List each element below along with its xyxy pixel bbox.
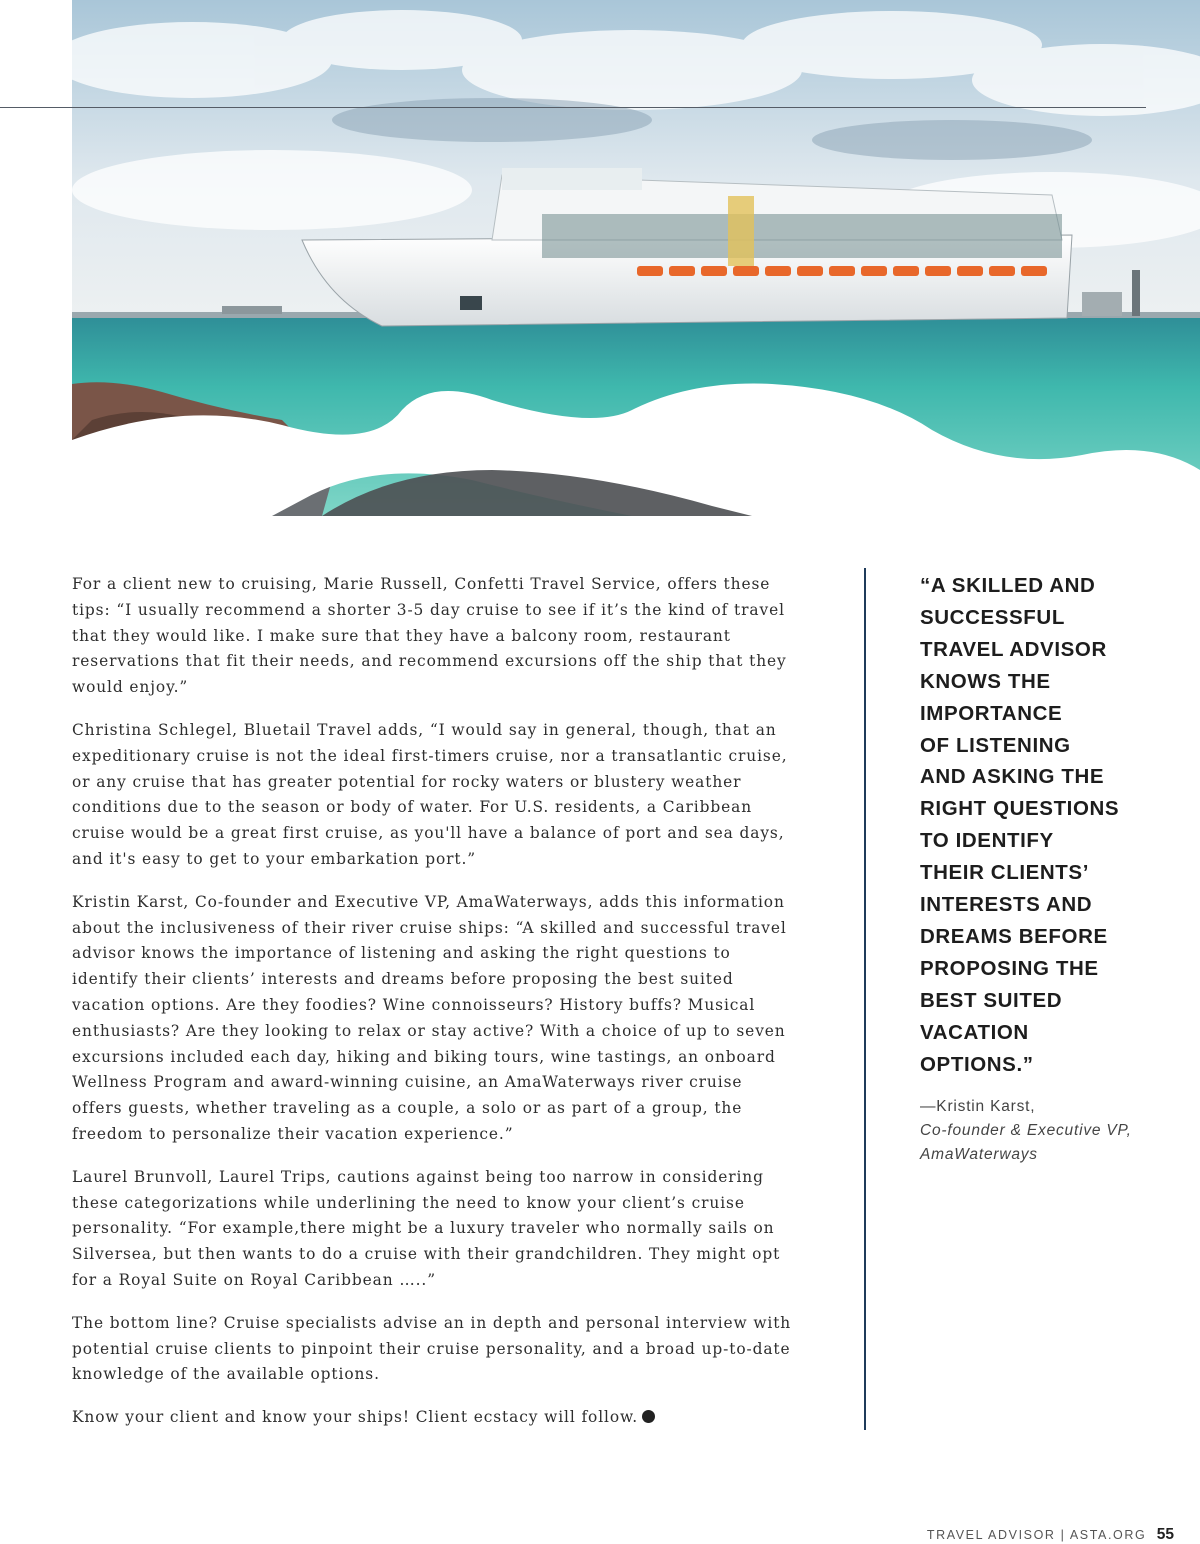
pull-quote-line: TO IDENTIFY — [920, 829, 1054, 853]
paragraph-6-wrap — [72, 1405, 792, 1431]
paragraph-1: For a client new to cruising, Marie Russell, Confetti Travel Service, offers these tips: “I usually recommend a shorter 3-5 day cruise to see if it’s the kind of travel that they would like. I make sure that they have a balcony room, restaurant reservations that fit their needs, and recommend excursions off the ship that they would enjoy.” — [72, 575, 787, 697]
pull-quote-line: KNOWS THE — [920, 669, 1051, 693]
pull-quote-line: “A SKILLED AND — [920, 574, 1096, 597]
pull-quote-line: AND ASKING THE — [920, 765, 1105, 789]
page-number: 55 — [1156, 1526, 1174, 1543]
end-mark-icon — [642, 1410, 655, 1423]
page-footer — [927, 1526, 1174, 1544]
pull-quote-attribution — [920, 1095, 1160, 1167]
hero-photo — [72, 0, 1200, 516]
pull-quote-line: THEIR CLIENTS’ — [920, 861, 1089, 885]
paragraph-5: The bottom line? Cruise specialists advise an in depth and personal interview with potential cruise clients to pinpoint their cruise personality, and a broad up-to-date knowledge of the available options. — [72, 1313, 792, 1384]
top-rule — [0, 107, 1146, 108]
pull-quote-line: RIGHT QUESTIONS — [920, 797, 1120, 821]
pull-quote-line: PROPOSING THE — [920, 956, 1099, 980]
paragraph-4: Laurel Brunvoll, Laurel Trips, cautions against being too narrow in considering these categorizations while underlining the need to know your client’s cruise personality. “For example,there might be a luxury traveler who normally sails on Silversea, but then wants to do a cruise with their grandchildren. They might opt for a Royal Suite on Royal Caribbean …..” — [72, 1167, 781, 1289]
pull-quote-line: OF LISTENING — [920, 733, 1071, 757]
attribution-role: Co-founder & Executive VP, AmaWaterways — [920, 1121, 1132, 1163]
paragraph-6: Know your client and know your ships! Client ecstacy will follow. — [72, 1408, 639, 1427]
publication-name: TRAVEL ADVISOR | ASTA.ORG — [926, 1528, 1147, 1542]
pull-quote — [920, 570, 1160, 1081]
pull-quote-line: SUCCESSFUL — [920, 605, 1065, 629]
pull-quote-box — [920, 570, 1160, 1167]
pull-quote-line: OPTIONS.” — [920, 1052, 1034, 1076]
column-divider — [864, 568, 866, 1430]
pull-quote-line: IMPORTANCE — [920, 701, 1063, 725]
paragraph-3: Kristin Karst, Co-founder and Executive VP, AmaWaterways, adds this information about the inclusiveness of their river cruise ships: “A skilled and successful travel advisor knows the importance of listening and asking the right questions to identify their clients’ interests and dreams before proposing the best suited vacation options. Are they foodies? Wine connoisseurs? History buffs? Musical enthusiasts? Are they looking to relax or stay active? With a choice of up to seven excursions included each day, hiking and biking tours, wine tastings, an onboard Wellness Program and award-winning cuisine, an AmaWaterways river cruise offers guests, whether traveling as a couple, a solo or as part of a group, the freedom to personalize their vacation experience.” — [72, 892, 787, 1143]
article-body — [72, 572, 792, 1448]
cruise-ship-illustration — [72, 0, 1200, 516]
pull-quote-line: INTERESTS AND — [920, 893, 1093, 917]
attribution-name: —Kristin Karst, — [920, 1097, 1036, 1115]
paragraph-2: Christina Schlegel, Bluetail Travel adds, “I would say in general, though, that an expeditionary cruise is not the ideal first-timers cruise, nor a transatlantic cruise, or any cruise that has greater potential for rocky waters or blustery weather conditions due to the season or body of water. For U.S. residents, a Caribbean cruise would be a great first cruise, as you'll have a balance of port and sea days, and it's easy to get to your embarkation port.” — [72, 720, 788, 868]
pull-quote-line: VACATION — [920, 1020, 1029, 1044]
pull-quote-line: DREAMS BEFORE — [920, 924, 1108, 948]
pull-quote-line: BEST SUITED — [920, 988, 1063, 1012]
pull-quote-line: TRAVEL ADVISOR — [920, 637, 1107, 661]
